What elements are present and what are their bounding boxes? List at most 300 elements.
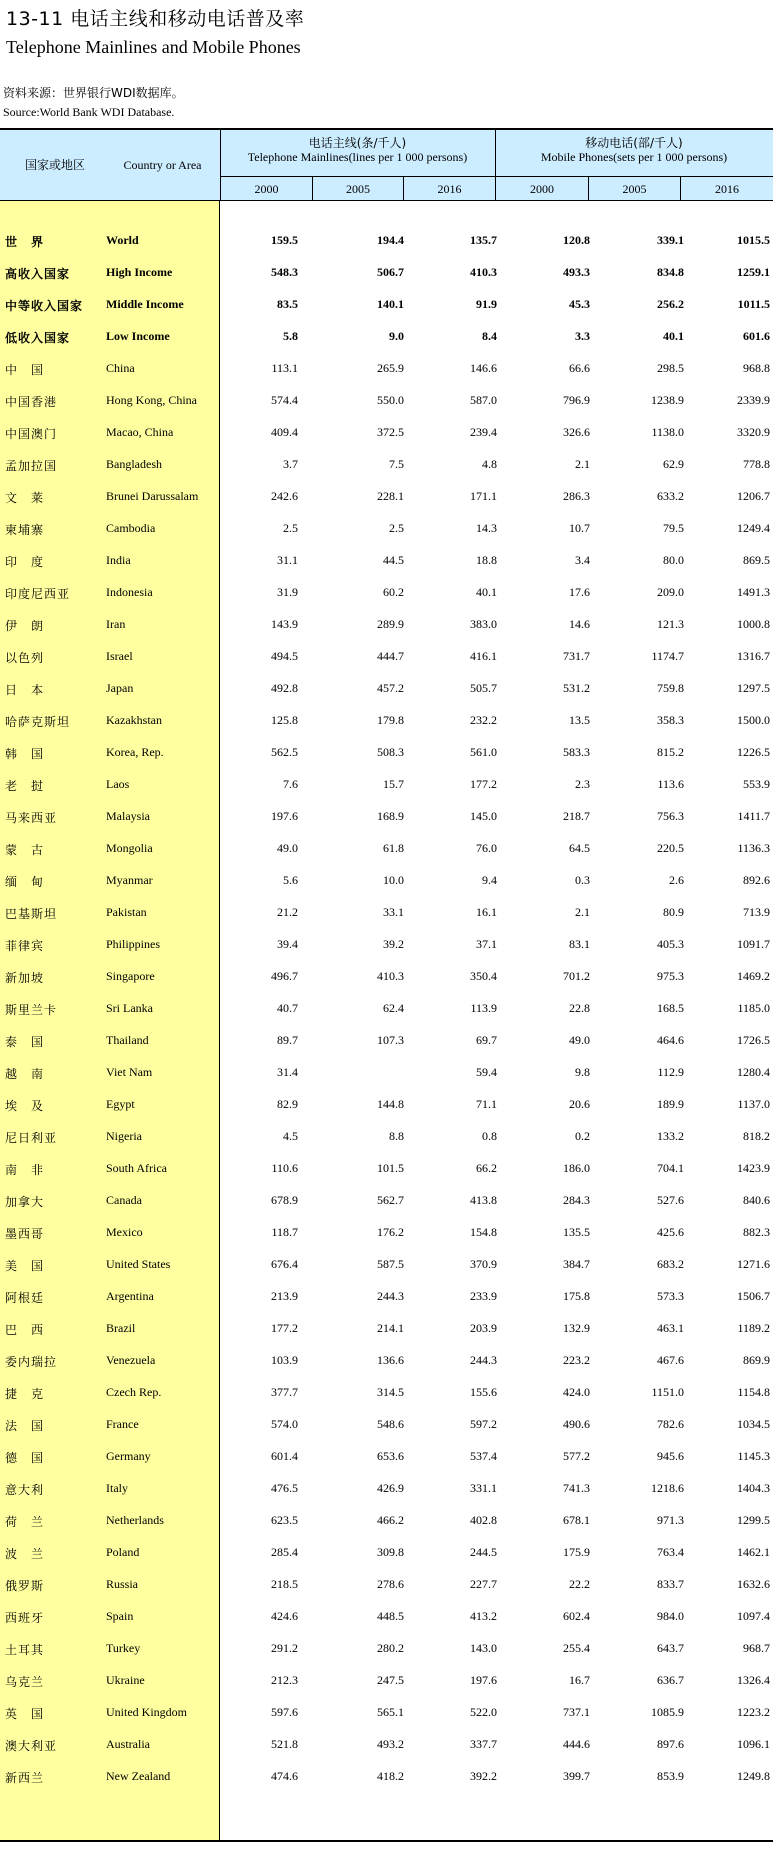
table-row [0,1664,773,1696]
value-cell: 818.2 [743,1129,770,1143]
value-cell: 426.9 [377,1481,404,1495]
value-cell: 496.7 [271,969,298,983]
value-cell: 62.9 [663,457,684,471]
country-name-en: Kazakhstan [106,713,162,727]
country-name-cn: 日 本 [5,683,45,697]
value-cell: 1000.8 [737,617,770,631]
country-name-cn: 印度尼西亚 [5,587,71,601]
value-cell: 49.0 [277,841,298,855]
header-year: 2000 [254,182,279,196]
value-cell: 33.1 [383,905,404,919]
value-cell: 1015.5 [737,233,770,247]
value-cell: 10.0 [383,873,404,887]
value-cell: 61.8 [383,841,404,855]
value-cell: 897.6 [657,1737,684,1751]
table-row [0,1088,773,1120]
value-cell: 209.0 [657,585,684,599]
value-cell: 815.2 [657,745,684,759]
table-row [0,1536,773,1568]
value-cell: 9.0 [389,329,404,343]
value-cell: 583.3 [563,745,590,759]
value-cell: 214.1 [377,1321,404,1335]
value-cell: 9.8 [575,1065,590,1079]
value-cell: 1154.8 [737,1385,770,1399]
value-cell: 22.2 [569,1577,590,1591]
country-name-en: Netherlands [106,1513,164,1527]
value-cell: 171.1 [470,489,497,503]
value-cell: 0.3 [575,873,590,887]
header-year: 2005 [346,182,370,196]
header-year: 2016 [437,182,462,196]
value-cell: 82.9 [277,1097,298,1111]
header-country-cn: 国家或地区 [24,158,85,172]
value-cell: 189.9 [657,1097,684,1111]
table-row [0,224,773,256]
value-cell: 220.5 [657,841,684,855]
value-cell: 1297.5 [737,681,770,695]
value-cell: 168.5 [657,1001,684,1015]
value-cell: 118.7 [271,1225,298,1239]
value-cell: 1226.5 [737,745,770,759]
table-row [0,832,773,864]
country-name-en: Brazil [106,1321,136,1335]
value-cell: 179.8 [377,713,404,727]
value-cell: 508.3 [377,745,404,759]
country-name-en: Mongolia [106,841,153,855]
country-name-en: Singapore [106,969,155,983]
country-name-en: Brunei Darussalam [106,489,199,503]
value-cell: 701.2 [563,969,590,983]
value-cell: 4.8 [482,457,497,471]
value-cell: 636.7 [657,1673,684,1687]
country-name-cn: 文 莱 [5,491,45,505]
value-cell: 1469.2 [737,969,770,983]
value-cell: 155.6 [470,1385,497,1399]
value-cell: 1632.6 [737,1577,770,1591]
value-cell: 358.3 [657,713,684,727]
table-row [0,480,773,512]
country-name-en: Argentina [106,1289,154,1303]
value-cell: 1271.6 [737,1257,770,1271]
table-row [0,736,773,768]
value-cell: 1280.4 [737,1065,770,1079]
value-cell: 2.3 [575,777,590,791]
value-cell: 45.3 [569,297,590,311]
value-cell: 1299.5 [737,1513,770,1527]
value-cell: 2.5 [283,521,298,535]
country-name-en: India [106,553,131,567]
country-name-cn: 泰 国 [5,1035,45,1049]
country-name-cn: 乌克兰 [5,1675,45,1689]
value-cell: 457.2 [377,681,404,695]
table-row [0,1184,773,1216]
page-title-cn: 13-11 电话主线和移动电话普及率 [6,8,305,30]
value-cell: 1500.0 [737,713,770,727]
header-year: 2000 [530,182,554,196]
value-cell: 587.5 [377,1257,404,1271]
value-cell: 14.3 [476,521,497,535]
value-cell: 101.5 [377,1161,404,1175]
value-cell: 298.5 [657,361,684,375]
value-cell: 291.2 [271,1641,298,1655]
value-cell: 778.8 [743,457,770,471]
country-name-cn: 蒙 古 [5,843,45,857]
value-cell: 64.5 [569,841,590,855]
value-cell: 135.5 [563,1225,590,1239]
value-cell: 782.6 [657,1417,684,1431]
value-cell: 2.1 [575,905,590,919]
value-cell: 531.2 [563,681,590,695]
country-name-cn: 新加坡 [5,971,45,985]
value-cell: 112.9 [657,1065,684,1079]
value-cell: 125.8 [271,713,298,727]
value-cell: 350.4 [470,969,497,983]
table-row [0,1472,773,1504]
value-cell: 968.8 [743,361,770,375]
table-row [0,896,773,928]
value-cell: 39.2 [383,937,404,951]
country-name-cn: 巴基斯坦 [5,907,58,921]
country-name-en: Nigeria [106,1129,142,1143]
value-cell: 1218.6 [651,1481,684,1495]
value-cell: 424.0 [563,1385,590,1399]
value-cell: 154.8 [470,1225,497,1239]
value-cell: 1174.7 [651,649,684,663]
header-mobile: 移动电话(部/千人) Mobile Phones(sets per 1 000 persons) [540,136,728,164]
value-cell: 60.2 [383,585,404,599]
country-name-en: Mexico [106,1225,143,1239]
value-cell: 40.7 [277,1001,298,1015]
value-cell: 5.8 [283,329,298,343]
value-cell: 244.3 [470,1353,497,1367]
country-name-cn: 老 挝 [5,779,45,793]
country-name-cn: 阿根廷 [5,1291,45,1305]
value-cell: 370.9 [470,1257,497,1271]
value-cell: 474.6 [271,1769,298,1783]
value-cell: 175.9 [563,1545,590,1559]
value-cell: 1189.2 [737,1321,770,1335]
country-name-cn: 中国澳门 [5,427,58,441]
value-cell: 9.4 [482,873,497,887]
value-cell: 326.6 [563,425,590,439]
value-cell: 476.5 [271,1481,298,1495]
value-cell: 1326.4 [737,1673,770,1687]
table-row [0,960,773,992]
value-cell: 1506.7 [737,1289,770,1303]
value-cell: 573.3 [657,1289,684,1303]
country-name-en: Israel [106,649,133,663]
value-cell: 2.5 [389,521,404,535]
value-cell: 1249.8 [737,1769,770,1783]
country-name-cn: 韩 国 [5,747,45,761]
value-cell: 444.7 [377,649,404,663]
value-cell: 76.0 [476,841,497,855]
table-row [0,1280,773,1312]
value-cell: 197.6 [271,809,298,823]
value-cell: 69.7 [476,1033,497,1047]
value-cell: 71.1 [476,1097,497,1111]
value-cell: 31.9 [277,585,298,599]
country-name-en: United Kingdom [106,1705,187,1719]
table-row [0,384,773,416]
value-cell: 562.5 [271,745,298,759]
value-cell: 5.6 [283,873,298,887]
value-cell: 143.9 [271,617,298,631]
value-cell: 247.5 [377,1673,404,1687]
value-cell: 653.6 [377,1449,404,1463]
value-cell: 143.0 [470,1641,497,1655]
value-cell: 203.9 [470,1321,497,1335]
value-cell: 493.3 [563,265,590,279]
country-name-en: Low Income [106,329,170,343]
country-name-en: Turkey [106,1641,141,1655]
value-cell: 284.3 [563,1193,590,1207]
value-cell: 1259.1 [737,265,770,279]
value-cell: 121.3 [657,617,684,631]
value-cell: 280.2 [377,1641,404,1655]
header-mainlines: 电话主线(条/千人) Telephone Mainlines(lines per 1 000 persons) [247,136,468,164]
value-cell: 1011.5 [737,297,770,311]
value-cell: 410.3 [470,265,497,279]
table-row [0,800,773,832]
country-name-cn: 菲律宾 [5,939,45,953]
value-cell: 289.9 [377,617,404,631]
value-cell: 62.4 [383,1001,404,1015]
value-cell: 494.5 [271,649,298,663]
value-cell: 113.1 [271,361,298,375]
header-country-en: Country or Area [123,158,202,172]
value-cell: 232.2 [470,713,497,727]
country-name-en: Viet Nam [106,1065,153,1079]
country-name-cn: 墨西哥 [5,1227,45,1241]
table-row [0,1120,773,1152]
table-row [0,1248,773,1280]
table-row [0,1312,773,1344]
country-name-cn: 英 国 [5,1707,45,1721]
value-cell: 1423.9 [737,1161,770,1175]
table-row [0,1024,773,1056]
value-cell: 40.1 [663,329,684,343]
value-cell: 339.1 [657,233,684,247]
value-cell: 548.6 [377,1417,404,1431]
country-name-cn: 埃 及 [5,1099,45,1113]
value-cell: 1206.7 [737,489,770,503]
source-note-cn: 资料来源：世界银行WDI数据库。 [3,86,184,100]
table-row [0,448,773,480]
value-cell: 537.4 [470,1449,497,1463]
country-name-en: Poland [106,1545,140,1559]
value-cell: 763.4 [657,1545,684,1559]
value-cell: 383.0 [470,617,497,631]
value-cell: 107.3 [377,1033,404,1047]
value-cell: 144.8 [377,1097,404,1111]
value-cell: 21.2 [277,905,298,919]
header-year: 2016 [715,182,739,196]
country-name-cn: 马来西亚 [5,811,58,825]
country-name-en: New Zealand [106,1769,171,1783]
value-cell: 83.1 [569,937,590,951]
country-name-cn: 以色列 [5,651,45,665]
table-row [0,1632,773,1664]
value-cell: 463.1 [657,1321,684,1335]
country-name-cn: 孟加拉国 [5,459,58,473]
value-cell: 40.1 [476,585,497,599]
table-row [0,512,773,544]
value-cell: 562.7 [377,1193,404,1207]
table-row [0,288,773,320]
country-name-en: Malaysia [106,809,150,823]
value-cell: 467.6 [657,1353,684,1367]
value-cell: 741.3 [563,1481,590,1495]
value-cell: 331.1 [470,1481,497,1495]
value-cell: 228.1 [377,489,404,503]
value-cell: 80.0 [663,553,684,567]
value-cell: 18.8 [476,553,497,567]
value-cell: 759.8 [657,681,684,695]
value-cell: 3.7 [283,457,298,471]
country-name-en: Philippines [106,937,161,951]
value-cell: 4.5 [283,1129,298,1143]
country-name-en: Thailand [106,1033,149,1047]
value-cell: 945.6 [657,1449,684,1463]
table-row [0,928,773,960]
value-cell: 223.2 [563,1353,590,1367]
value-cell: 194.4 [377,233,404,247]
value-cell: 1145.3 [737,1449,770,1463]
value-cell: 704.1 [657,1161,684,1175]
value-cell: 49.0 [569,1033,590,1047]
country-name-cn: 高收入国家 [5,267,71,281]
country-name-en: United States [106,1257,171,1271]
country-name-en: Myanmar [106,873,153,887]
value-cell: 464.6 [657,1033,684,1047]
value-cell: 796.9 [563,393,590,407]
value-cell: 1223.2 [737,1705,770,1719]
country-name-cn: 加拿大 [5,1195,45,1209]
value-cell: 405.3 [657,937,684,951]
value-cell: 444.6 [563,1737,590,1751]
value-cell: 177.2 [271,1321,298,1335]
value-cell: 3.4 [575,553,590,567]
table-row [0,320,773,352]
country-name-cn: 中 国 [5,363,45,377]
value-cell: 2339.9 [737,393,770,407]
country-name-cn: 斯里兰卡 [5,1003,58,1017]
table-row [0,544,773,576]
country-name-cn: 中等收入国家 [5,299,84,313]
country-name-en: Ukraine [106,1673,145,1687]
value-cell: 492.8 [271,681,298,695]
country-name-cn: 委内瑞拉 [5,1355,58,1369]
value-cell: 1491.3 [737,585,770,599]
value-cell: 3.3 [575,329,590,343]
country-name-cn: 柬埔寨 [5,523,45,537]
value-cell: 136.6 [377,1353,404,1367]
table-row [0,1696,773,1728]
country-name-cn: 南 非 [5,1163,45,1177]
country-name-en: Pakistan [106,905,147,919]
value-cell: 968.7 [743,1641,770,1655]
value-cell: 399.7 [563,1769,590,1783]
value-cell: 1462.1 [737,1545,770,1559]
country-name-cn: 缅 甸 [5,875,45,889]
value-cell: 574.4 [271,393,298,407]
value-cell: 286.3 [563,489,590,503]
data-table [0,128,773,1842]
value-cell: 834.8 [657,265,684,279]
value-cell: 133.2 [657,1129,684,1143]
value-cell: 8.8 [389,1129,404,1143]
value-cell: 10.7 [569,521,590,535]
country-name-cn: 美 国 [5,1259,45,1273]
value-cell: 737.1 [563,1705,590,1719]
table-row [0,576,773,608]
value-cell: 601.4 [271,1449,298,1463]
value-cell: 1151.0 [651,1385,684,1399]
value-cell: 574.0 [271,1417,298,1431]
value-cell: 1097.4 [737,1609,770,1623]
table-row [0,1216,773,1248]
value-cell: 1137.0 [737,1097,770,1111]
value-cell: 314.5 [377,1385,404,1399]
value-cell: 587.0 [470,393,497,407]
value-cell: 984.0 [657,1609,684,1623]
table-row [0,1504,773,1536]
country-name-en: Cambodia [106,521,156,535]
value-cell: 16.7 [569,1673,590,1687]
value-cell: 309.8 [377,1545,404,1559]
value-cell: 197.6 [470,1673,497,1687]
country-name-en: Korea, Rep. [106,745,164,759]
value-cell: 882.3 [743,1225,770,1239]
value-cell: 1091.7 [737,937,770,951]
value-cell: 1316.7 [737,649,770,663]
table-row [0,1056,773,1088]
value-cell: 713.9 [743,905,770,919]
value-cell: 553.9 [743,777,770,791]
country-name-cn: 低收入国家 [5,331,71,345]
value-cell: 91.9 [476,297,497,311]
value-cell: 466.2 [377,1513,404,1527]
value-cell: 140.1 [377,297,404,311]
value-cell: 577.2 [563,1449,590,1463]
value-cell: 218.7 [563,809,590,823]
country-name-en: Middle Income [106,297,184,311]
country-name-cn: 新西兰 [5,1771,45,1785]
value-cell: 833.7 [657,1577,684,1591]
country-name-en: Spain [106,1609,134,1623]
value-cell: 66.6 [569,361,590,375]
country-name-cn: 澳大利亚 [5,1739,58,1753]
country-name-cn: 巴 西 [5,1323,45,1337]
country-name-en: Laos [106,777,130,791]
value-cell: 113.6 [657,777,684,791]
value-cell: 892.6 [743,873,770,887]
value-cell: 597.2 [470,1417,497,1431]
table-row [0,256,773,288]
value-cell: 233.9 [470,1289,497,1303]
country-name-en: Macao, China [106,425,174,439]
value-cell: 177.2 [470,777,497,791]
value-cell: 372.5 [377,425,404,439]
value-cell: 971.3 [657,1513,684,1527]
country-name-cn: 意大利 [5,1483,45,1497]
value-cell: 7.5 [389,457,404,471]
value-cell: 416.1 [470,649,497,663]
value-cell: 120.8 [563,233,590,247]
value-cell: 168.9 [377,809,404,823]
table-row [0,608,773,640]
